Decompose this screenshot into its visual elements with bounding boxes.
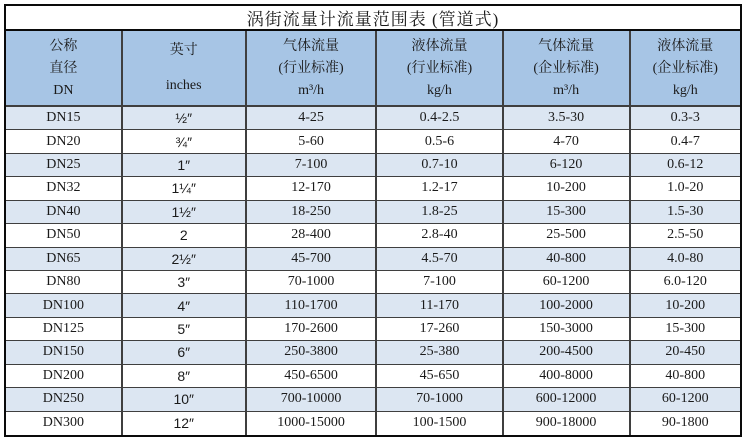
table-cell: 25-380 (377, 341, 503, 364)
column-header-line: 液体流量 (657, 38, 714, 54)
table-cell: 4-25 (247, 107, 378, 130)
column-header-line: m³/h (298, 82, 325, 98)
flow-range-table-frame (4, 4, 742, 437)
table-cell: 5-60 (247, 130, 378, 153)
column-header-line: 直径 (49, 60, 78, 76)
table-cell: 15-300 (631, 318, 740, 341)
table-cell: 11-170 (377, 294, 503, 317)
table-cell: 45-650 (377, 365, 503, 388)
table-cell: 400-8000 (504, 365, 631, 388)
column-header-line: 气体流量 (538, 38, 595, 54)
table-cell: 2.5-50 (631, 224, 740, 247)
table-cell: 450-6500 (247, 365, 378, 388)
table-cell: 150-3000 (504, 318, 631, 341)
table-cell: DN300 (6, 412, 123, 435)
table-cell: 5″ (123, 318, 247, 341)
table-cell: 0.4-7 (631, 130, 740, 153)
table-cell: 0.6-12 (631, 154, 740, 177)
table-cell: DN100 (6, 294, 123, 317)
table-cell: 1¼″ (123, 177, 247, 200)
table-cell: DN40 (6, 201, 123, 224)
column-header-line: 液体流量 (411, 38, 468, 54)
table-title: 涡街流量计流量范围表 (管道式) (6, 6, 740, 31)
column-header-line: (企业标准) (652, 60, 718, 76)
table-cell: 70-1000 (247, 271, 378, 294)
table-cell: 600-12000 (504, 388, 631, 411)
column-header-line: (行业标准) (406, 60, 473, 76)
table-cell: DN15 (6, 107, 123, 130)
column-header-inches (123, 31, 247, 107)
table-cell: 15-300 (504, 201, 631, 224)
table-cell: 7-100 (247, 154, 378, 177)
table-cell: 200-4500 (504, 341, 631, 364)
table-cell: 40-800 (504, 248, 631, 271)
table-cell: 90-1800 (631, 412, 740, 435)
column-header-line: 英寸 (169, 43, 198, 58)
table-cell: 60-1200 (631, 388, 740, 411)
column-header-line: 公称 (49, 38, 78, 54)
table-cell: 25-500 (504, 224, 631, 247)
table-cell: 100-2000 (504, 294, 631, 317)
table-cell: 250-3800 (247, 341, 378, 364)
flow-table (6, 31, 740, 435)
table-cell: 900-18000 (504, 412, 631, 435)
table-cell: ¾″ (123, 130, 247, 153)
column-header-gas-industry (247, 31, 378, 107)
column-header-liquid-industry (377, 31, 503, 107)
table-cell: DN250 (6, 388, 123, 411)
table-cell: 17-260 (377, 318, 503, 341)
table-cell: 6″ (123, 341, 247, 364)
table-cell: 1.0-20 (631, 177, 740, 200)
table-cell: DN32 (6, 177, 123, 200)
table-cell: 4.0-80 (631, 248, 740, 271)
table-cell: 2½″ (123, 248, 247, 271)
table-cell: 4.5-70 (377, 248, 503, 271)
table-cell: 1.8-25 (377, 201, 503, 224)
table-cell: DN50 (6, 224, 123, 247)
table-cell: 2.8-40 (377, 224, 503, 247)
table-cell: ½″ (123, 107, 247, 130)
column-header-gas-enterprise (504, 31, 631, 107)
table-cell: 10″ (123, 388, 247, 411)
column-header-line: inches (165, 78, 202, 93)
table-cell: 700-10000 (247, 388, 378, 411)
table-cell: DN65 (6, 248, 123, 271)
table-cell: 1000-15000 (247, 412, 378, 435)
table-cell: DN25 (6, 154, 123, 177)
table-cell: 4-70 (504, 130, 631, 153)
table-cell: 4″ (123, 294, 247, 317)
table-cell: 6.0-120 (631, 271, 740, 294)
column-header-line: (企业标准) (533, 60, 599, 76)
table-cell: 170-2600 (247, 318, 378, 341)
table-cell: 6-120 (504, 154, 631, 177)
table-cell: 12″ (123, 412, 247, 435)
table-cell: 100-1500 (377, 412, 503, 435)
table-cell: 60-1200 (504, 271, 631, 294)
table-cell: 0.7-10 (377, 154, 503, 177)
table-cell: 1½″ (123, 201, 247, 224)
table-cell: 7-100 (377, 271, 503, 294)
column-header-dn (6, 31, 123, 107)
table-cell: 3.5-30 (504, 107, 631, 130)
table-cell: DN20 (6, 130, 123, 153)
column-header-liquid-enterprise (631, 31, 740, 107)
table-cell: 110-1700 (247, 294, 378, 317)
column-header-line: m³/h (553, 82, 580, 98)
table-cell: DN200 (6, 365, 123, 388)
table-cell: 10-200 (631, 294, 740, 317)
column-header-line: kg/h (672, 82, 698, 98)
table-cell: 18-250 (247, 201, 378, 224)
table-cell: 2 (123, 224, 247, 247)
table-cell: 0.5-6 (377, 130, 503, 153)
table-cell: 1.5-30 (631, 201, 740, 224)
table-cell: 45-700 (247, 248, 378, 271)
table-cell: 70-1000 (377, 388, 503, 411)
table-cell: 28-400 (247, 224, 378, 247)
table-cell: 10-200 (504, 177, 631, 200)
table-cell: 3″ (123, 271, 247, 294)
table-cell: 8″ (123, 365, 247, 388)
table-cell: DN150 (6, 341, 123, 364)
table-cell: 0.3-3 (631, 107, 740, 130)
column-header-line: kg/h (427, 82, 452, 98)
table-cell: DN80 (6, 271, 123, 294)
table-cell: 0.4-2.5 (377, 107, 503, 130)
table-cell: 1.2-17 (377, 177, 503, 200)
column-header-line: 气体流量 (283, 38, 340, 54)
table-cell: 12-170 (247, 177, 378, 200)
table-cell: 40-800 (631, 365, 740, 388)
table-cell: DN125 (6, 318, 123, 341)
table-cell: 20-450 (631, 341, 740, 364)
column-header-line: DN (53, 82, 74, 98)
column-header-line: (行业标准) (278, 60, 344, 76)
table-cell: 1″ (123, 154, 247, 177)
